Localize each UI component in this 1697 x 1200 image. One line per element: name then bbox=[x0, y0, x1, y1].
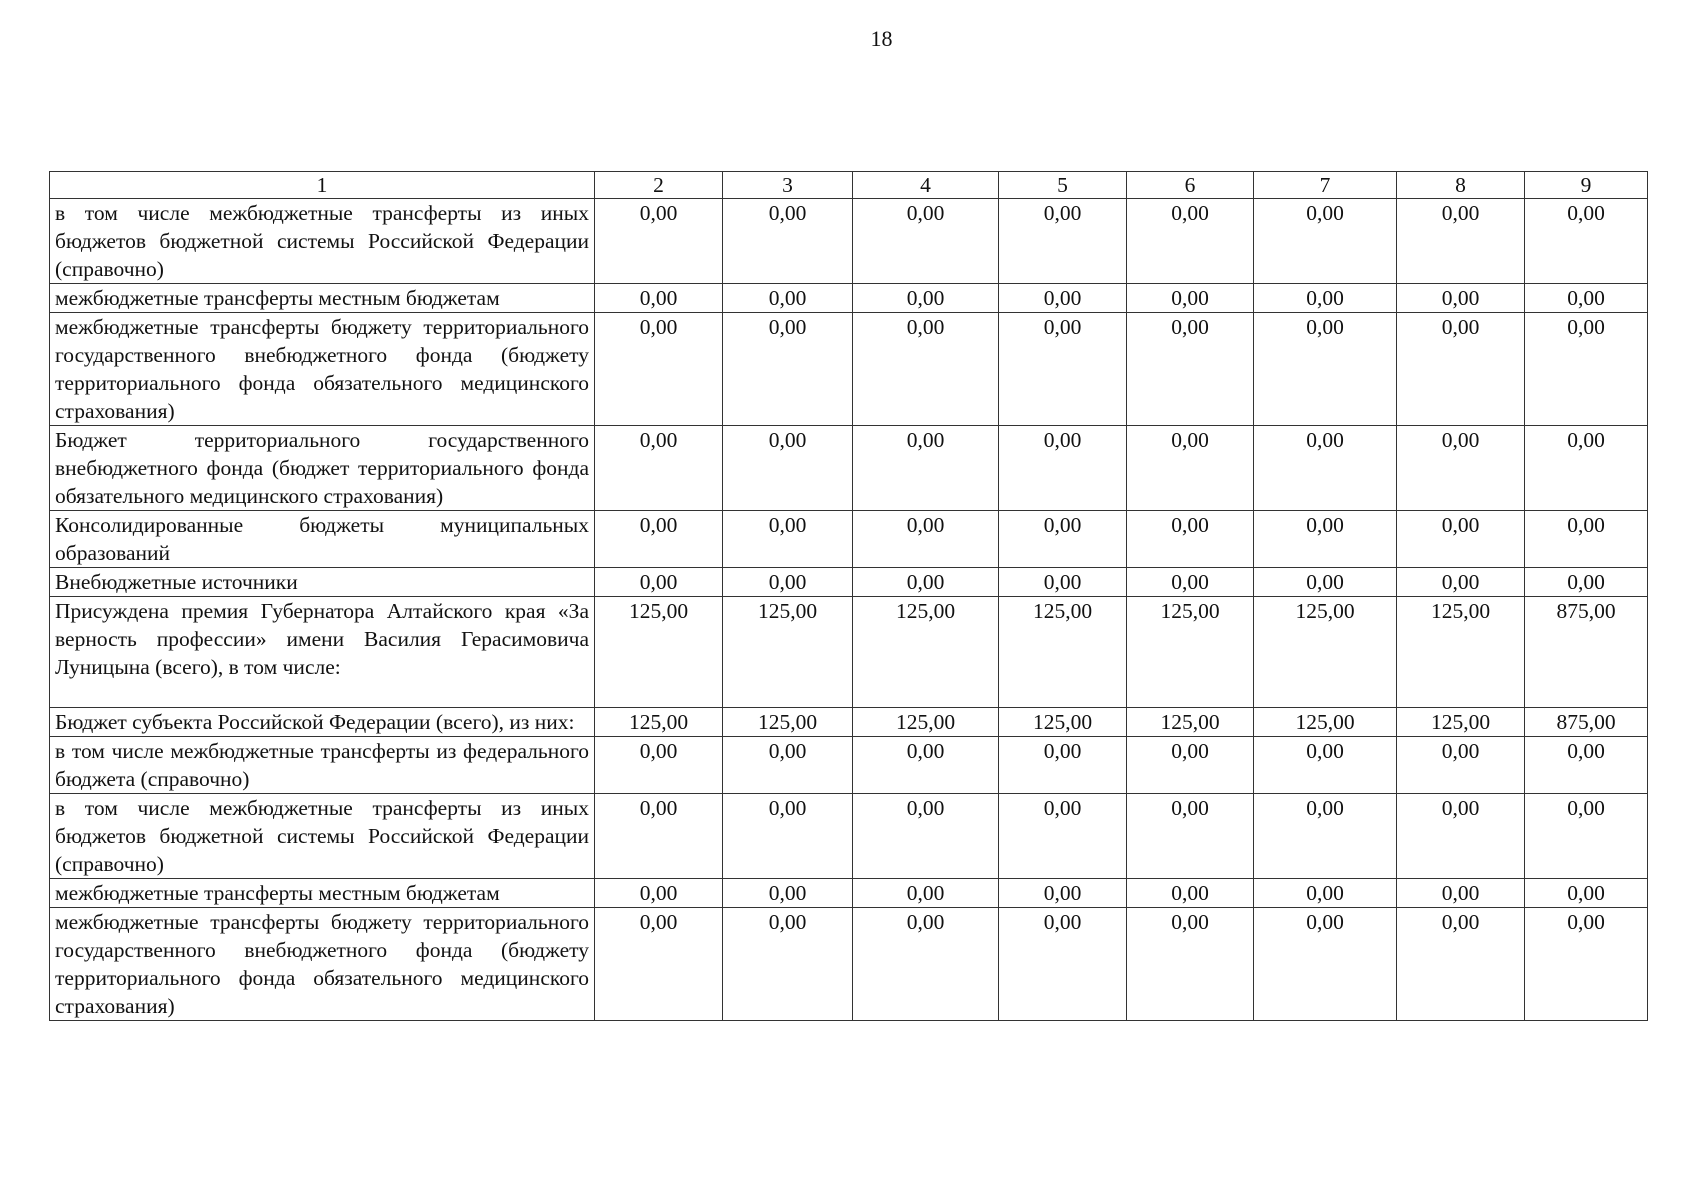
cell-value: 0,00 bbox=[595, 568, 723, 597]
cell-value: 125,00 bbox=[853, 708, 999, 737]
cell-value: 125,00 bbox=[723, 597, 853, 708]
cell-value: 875,00 bbox=[1525, 597, 1648, 708]
cell-value: 0,00 bbox=[1525, 284, 1648, 313]
cell-value: 0,00 bbox=[999, 794, 1127, 879]
cell-value: 125,00 bbox=[1254, 708, 1397, 737]
cell-value: 0,00 bbox=[595, 908, 723, 1021]
cell-value: 0,00 bbox=[1397, 284, 1525, 313]
cell-value: 0,00 bbox=[1127, 426, 1254, 511]
cell-value: 0,00 bbox=[853, 511, 999, 568]
column-number: 4 bbox=[853, 172, 999, 199]
cell-value: 875,00 bbox=[1525, 708, 1648, 737]
cell-value: 0,00 bbox=[1127, 313, 1254, 426]
cell-value: 0,00 bbox=[1397, 511, 1525, 568]
cell-value: 0,00 bbox=[1525, 511, 1648, 568]
row-label: Внебюджетные источники bbox=[50, 568, 595, 597]
table-row bbox=[50, 426, 1648, 511]
cell-value: 0,00 bbox=[1397, 568, 1525, 597]
cell-value: 0,00 bbox=[1397, 313, 1525, 426]
cell-value: 0,00 bbox=[853, 199, 999, 284]
cell-value: 0,00 bbox=[1127, 199, 1254, 284]
row-label: Бюджет территориального государственного внебюджетного фонда (бюджет территориального фонда обязательного медицинского страхования) bbox=[50, 426, 595, 511]
cell-value: 0,00 bbox=[1254, 568, 1397, 597]
cell-value: 0,00 bbox=[853, 908, 999, 1021]
cell-value: 0,00 bbox=[1127, 908, 1254, 1021]
cell-value: 0,00 bbox=[1397, 199, 1525, 284]
cell-value: 0,00 bbox=[999, 568, 1127, 597]
column-number: 7 bbox=[1254, 172, 1397, 199]
table-row bbox=[50, 568, 1648, 597]
cell-value: 0,00 bbox=[999, 511, 1127, 568]
cell-value: 0,00 bbox=[1254, 908, 1397, 1021]
row-label: межбюджетные трансферты местным бюджетам bbox=[50, 879, 595, 908]
cell-value: 0,00 bbox=[595, 426, 723, 511]
table-row bbox=[50, 908, 1648, 1021]
cell-value: 0,00 bbox=[999, 313, 1127, 426]
cell-value: 0,00 bbox=[723, 879, 853, 908]
cell-value: 0,00 bbox=[1525, 737, 1648, 794]
cell-value: 0,00 bbox=[723, 426, 853, 511]
column-number: 2 bbox=[595, 172, 723, 199]
cell-value: 0,00 bbox=[723, 908, 853, 1021]
cell-value: 0,00 bbox=[1127, 737, 1254, 794]
cell-value: 0,00 bbox=[723, 568, 853, 597]
cell-value: 0,00 bbox=[1397, 737, 1525, 794]
cell-value: 0,00 bbox=[1525, 199, 1648, 284]
cell-value: 0,00 bbox=[1397, 908, 1525, 1021]
cell-value: 125,00 bbox=[1254, 597, 1397, 708]
row-label: межбюджетные трансферты бюджету территориального государственного внебюджетного фонда (бюджету территориального фонда обязательного медицинского страхования) bbox=[50, 313, 595, 426]
cell-value: 125,00 bbox=[999, 708, 1127, 737]
cell-value: 0,00 bbox=[595, 284, 723, 313]
cell-value: 0,00 bbox=[1254, 737, 1397, 794]
budget-table bbox=[49, 171, 1648, 1021]
cell-value: 0,00 bbox=[595, 511, 723, 568]
column-number: 3 bbox=[723, 172, 853, 199]
cell-value: 0,00 bbox=[853, 737, 999, 794]
column-number: 9 bbox=[1525, 172, 1648, 199]
cell-value: 0,00 bbox=[1127, 794, 1254, 879]
cell-value: 0,00 bbox=[1525, 313, 1648, 426]
cell-value: 125,00 bbox=[1397, 708, 1525, 737]
cell-value: 0,00 bbox=[1254, 199, 1397, 284]
column-number: 5 bbox=[999, 172, 1127, 199]
cell-value: 0,00 bbox=[1525, 426, 1648, 511]
cell-value: 125,00 bbox=[1127, 597, 1254, 708]
table-row bbox=[50, 199, 1648, 284]
cell-value: 0,00 bbox=[595, 737, 723, 794]
row-label: межбюджетные трансферты местным бюджетам bbox=[50, 284, 595, 313]
cell-value: 0,00 bbox=[1397, 426, 1525, 511]
table-row bbox=[50, 313, 1648, 426]
cell-value: 0,00 bbox=[853, 284, 999, 313]
cell-value: 0,00 bbox=[1254, 284, 1397, 313]
cell-value: 0,00 bbox=[999, 199, 1127, 284]
cell-value: 0,00 bbox=[999, 284, 1127, 313]
cell-value: 0,00 bbox=[595, 313, 723, 426]
cell-value: 0,00 bbox=[853, 568, 999, 597]
column-number: 6 bbox=[1127, 172, 1254, 199]
cell-value: 0,00 bbox=[723, 511, 853, 568]
cell-value: 0,00 bbox=[999, 737, 1127, 794]
cell-value: 0,00 bbox=[853, 879, 999, 908]
cell-value: 125,00 bbox=[1127, 708, 1254, 737]
cell-value: 0,00 bbox=[723, 313, 853, 426]
page-number: 18 bbox=[870, 26, 893, 51]
table-row bbox=[50, 597, 1648, 708]
cell-value: 0,00 bbox=[1127, 568, 1254, 597]
cell-value: 0,00 bbox=[1254, 313, 1397, 426]
cell-value: 125,00 bbox=[723, 708, 853, 737]
cell-value: 0,00 bbox=[999, 908, 1127, 1021]
row-label: Консолидированные бюджеты муниципальных образований bbox=[50, 511, 595, 568]
cell-value: 0,00 bbox=[723, 737, 853, 794]
cell-value: 0,00 bbox=[853, 794, 999, 879]
column-number: 1 bbox=[50, 172, 595, 199]
row-label: Присуждена премия Губернатора Алтайского края «За верность профессии» имени Василия Герасимовича Луницына (всего), в том числе: bbox=[50, 597, 595, 708]
cell-value: 0,00 bbox=[595, 199, 723, 284]
table-row bbox=[50, 794, 1648, 879]
cell-value: 0,00 bbox=[1127, 511, 1254, 568]
table-row bbox=[50, 879, 1648, 908]
cell-value: 0,00 bbox=[595, 879, 723, 908]
row-label: в том числе межбюджетные трансферты из иных бюджетов бюджетной системы Российской Федерации (справочно) bbox=[50, 794, 595, 879]
cell-value: 0,00 bbox=[1525, 568, 1648, 597]
cell-value: 125,00 bbox=[595, 597, 723, 708]
table-row bbox=[50, 511, 1648, 568]
cell-value: 0,00 bbox=[1254, 426, 1397, 511]
cell-value: 125,00 bbox=[1397, 597, 1525, 708]
cell-value: 0,00 bbox=[999, 426, 1127, 511]
cell-value: 0,00 bbox=[1254, 794, 1397, 879]
row-label: межбюджетные трансферты бюджету территориального государственного внебюджетного фонда (бюджету территориального фонда обязательного медицинского страхования) bbox=[50, 908, 595, 1021]
cell-value: 0,00 bbox=[723, 199, 853, 284]
cell-value: 0,00 bbox=[1525, 794, 1648, 879]
cell-value: 0,00 bbox=[595, 794, 723, 879]
cell-value: 125,00 bbox=[595, 708, 723, 737]
cell-value: 0,00 bbox=[1127, 879, 1254, 908]
table-row bbox=[50, 708, 1648, 737]
cell-value: 0,00 bbox=[1254, 879, 1397, 908]
cell-value: 125,00 bbox=[853, 597, 999, 708]
cell-value: 0,00 bbox=[853, 426, 999, 511]
cell-value: 0,00 bbox=[853, 313, 999, 426]
cell-value: 0,00 bbox=[1397, 879, 1525, 908]
column-number-row bbox=[50, 172, 1648, 199]
cell-value: 0,00 bbox=[723, 794, 853, 879]
row-label: в том числе межбюджетные трансферты из иных бюджетов бюджетной системы Российской Федерации (справочно) bbox=[50, 199, 595, 284]
cell-value: 125,00 bbox=[999, 597, 1127, 708]
cell-value: 0,00 bbox=[999, 879, 1127, 908]
row-label: Бюджет субъекта Российской Федерации (всего), из них: bbox=[50, 708, 595, 737]
table-row bbox=[50, 284, 1648, 313]
cell-value: 0,00 bbox=[1127, 284, 1254, 313]
column-number: 8 bbox=[1397, 172, 1525, 199]
row-label: в том числе межбюджетные трансферты из федерального бюджета (справочно) bbox=[50, 737, 595, 794]
cell-value: 0,00 bbox=[1525, 879, 1648, 908]
cell-value: 0,00 bbox=[1525, 908, 1648, 1021]
table-row bbox=[50, 737, 1648, 794]
cell-value: 0,00 bbox=[1254, 511, 1397, 568]
cell-value: 0,00 bbox=[1397, 794, 1525, 879]
cell-value: 0,00 bbox=[723, 284, 853, 313]
